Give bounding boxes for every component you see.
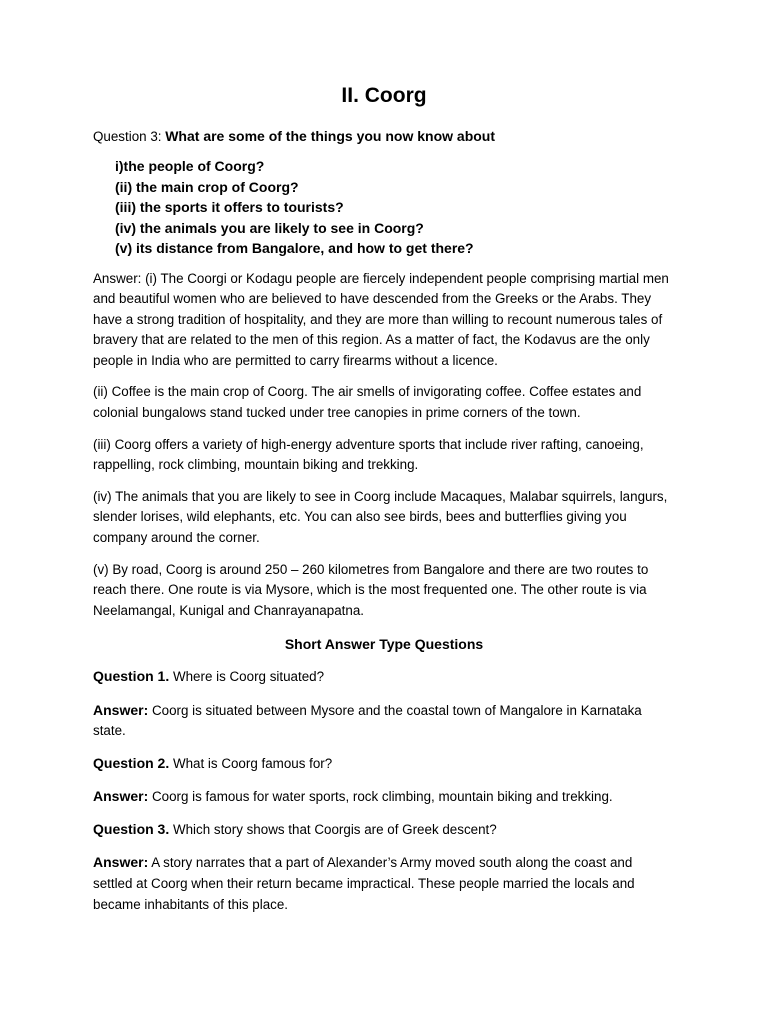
question-3 [93, 126, 675, 147]
short-question [93, 666, 675, 688]
qa-text: What is Coorg famous for? [169, 756, 333, 772]
answer-paragraph: (ii) Coffee is the main crop of Coorg. The air smells of invigorating coffee. Coffee estates and colonial bungalows stand tucked under tree canopies in prime corners of the town. [93, 384, 642, 421]
qa-text: Where is Coorg situated? [169, 669, 325, 685]
qa-lead: Answer: [93, 788, 149, 805]
qa-lead: Question 2. [93, 755, 170, 772]
question-3-item: i)the people of Coorg? [115, 158, 265, 174]
short-answer [93, 786, 675, 808]
page-title: II. Coorg [341, 84, 427, 107]
answer-paragraph: (iv) The animals that you are likely to see in Coorg include Macaques, Malabar squirrels, langurs, slender lorises, wild elephants, etc. You can also see birds, bees and butterflies giving you company around the corner. [93, 488, 668, 546]
short-answer [93, 700, 675, 742]
question-3-prefix: Question 3: [93, 129, 166, 144]
qa-lead: Question 3. [93, 821, 170, 838]
section-heading: Short Answer Type Questions [284, 636, 484, 653]
document-page [93, 80, 675, 927]
qa-text: Coorg is situated between Mysore and the coastal town of Mangalore in Karnataka state. [93, 702, 642, 739]
question-3-item: (iii) the sports it offers to tourists? [115, 199, 344, 215]
qa-text: Coorg is famous for water sports, rock climbing, mountain biking and trekking. [148, 789, 613, 805]
qa-text: A story narrates that a part of Alexander’s Army moved south along the coast and settled at Coorg when their return became impractical. These people married the locals and became inhabitants of this place. [93, 855, 635, 912]
qa-lead: Question 1. [93, 668, 170, 685]
short-question [93, 753, 675, 775]
question-3-text: What are some of the things you now know about [165, 128, 496, 144]
answer-paragraph: Answer: (i) The Coorgi or Kodagu people are fiercely independent people comprising martial men and beautiful women who are believed to have descended from the Greeks or the Arabs. They have a strong tradition of hospitality, and they are more than willing to recount numerous tales of bravery that are related to the men of this region. As a matter of fact, the Kodavus are the only people in India who are permitted to carry firearms without a licence. [93, 270, 669, 368]
question-3-item: (ii) the main crop of Coorg? [115, 178, 299, 195]
short-question [93, 819, 675, 841]
qa-text: Which story shows that Coorgis are of Greek descent? [169, 822, 497, 838]
question-3-items [115, 156, 675, 259]
short-answer [93, 852, 675, 915]
qa-lead: Answer: [93, 701, 149, 718]
answer-paragraph: (v) By road, Coorg is around 250 – 260 kilometres from Bangalore and there are two routes to reach there. One route is via Mysore, which is the most frequented one. The other route is via Neelamangal, Kunigal and Chanrayanapatna. [93, 561, 649, 618]
question-3-item: (iv) the animals you are likely to see in Coorg? [115, 219, 424, 236]
qa-lead: Answer: [93, 854, 149, 871]
question-3-item: (v) its distance from Bangalore, and how to get there? [115, 240, 474, 256]
answer-paragraph: (iii) Coorg offers a variety of high-energy adventure sports that include river rafting, canoeing, rappelling, rock climbing, mountain biking and trekking. [93, 436, 644, 473]
